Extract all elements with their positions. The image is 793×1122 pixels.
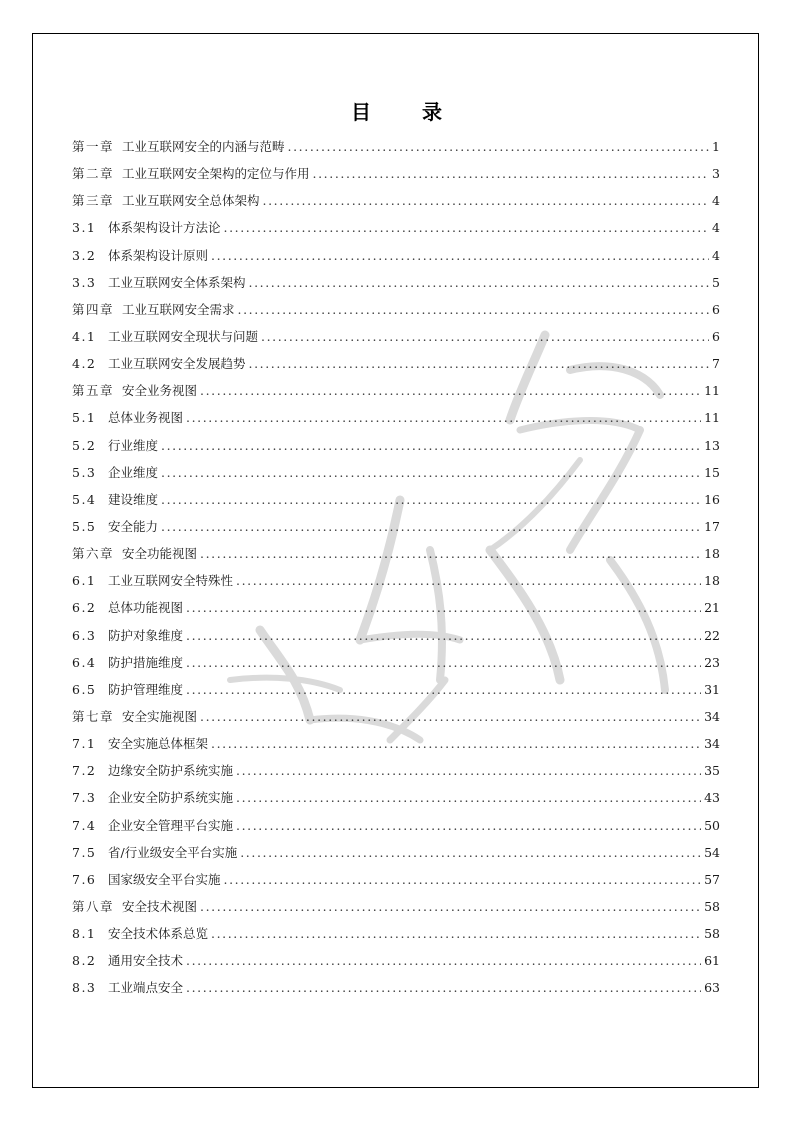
toc-entry-page: 21 — [704, 600, 720, 616]
toc-entry-title: 体系架构设计方法论 — [108, 220, 221, 236]
toc-dot-leader — [211, 924, 701, 944]
toc-entry-number: 6.3 — [72, 627, 97, 643]
toc-entry-page: 34 — [704, 708, 720, 724]
toc-entry[interactable] — [72, 246, 720, 273]
toc-entry[interactable] — [72, 951, 720, 978]
toc-entry-title: 工业互联网安全体系架构 — [108, 274, 246, 290]
toc-entry-page: 11 — [704, 383, 720, 399]
toc-entry-number: 第六章 — [72, 546, 115, 562]
toc-title: 目 录 — [351, 100, 464, 124]
toc-entry-page: 11 — [704, 410, 720, 426]
toc-entry-title: 安全实施总体框架 — [108, 736, 209, 752]
toc-entry[interactable] — [72, 300, 720, 327]
toc-entry-number: 5.2 — [72, 437, 97, 453]
toc-dot-leader — [313, 164, 710, 184]
toc-entry-title: 工业互联网安全总体架构 — [122, 193, 260, 209]
toc-entry[interactable] — [72, 707, 720, 734]
toc-dot-leader — [186, 598, 701, 618]
toc-entry-page: 18 — [704, 573, 720, 589]
toc-entry-page: 43 — [704, 790, 720, 806]
toc-entry-page: 61 — [704, 953, 720, 969]
toc-entry-number: 4.2 — [72, 356, 97, 372]
toc-entry-page: 3 — [712, 166, 720, 182]
toc-entry-page: 35 — [704, 763, 720, 779]
toc-entry-title: 工业互联网安全现状与问题 — [108, 328, 259, 344]
toc-entry-title: 防护管理维度 — [108, 681, 184, 697]
toc-dot-leader — [161, 490, 701, 510]
toc-dot-leader — [240, 843, 701, 863]
toc-entry-number: 第二章 — [72, 166, 115, 182]
toc-dot-leader — [288, 137, 710, 157]
toc-dot-leader — [236, 761, 701, 781]
toc-entry-title: 企业安全防护系统实施 — [108, 790, 234, 806]
toc-entry-title: 省/行业级安全平台实施 — [108, 844, 238, 860]
toc-entry-page: 18 — [704, 546, 720, 562]
toc-entry-number: 3.2 — [72, 247, 97, 263]
toc-entry-page: 6 — [712, 328, 720, 344]
toc-entry-title: 工业互联网安全架构的定位与作用 — [122, 166, 310, 182]
toc-dot-leader — [249, 273, 710, 293]
toc-entry-page: 63 — [704, 980, 720, 996]
toc-entry-title: 企业维度 — [108, 464, 159, 480]
toc-dot-leader — [161, 517, 701, 537]
toc-entry-number: 第一章 — [72, 139, 115, 154]
toc-entry-title: 安全业务视图 — [122, 383, 198, 399]
toc-entry-number: 5.4 — [72, 491, 97, 507]
toc-dot-leader — [224, 870, 702, 890]
toc-entry[interactable] — [72, 137, 720, 164]
toc-entry[interactable] — [72, 517, 720, 544]
toc-dot-leader — [161, 436, 701, 456]
toc-entry-title: 总体功能视图 — [108, 600, 184, 616]
toc-entry[interactable] — [72, 381, 720, 408]
toc-entry-page: 54 — [704, 844, 720, 860]
toc-entry-page: 50 — [704, 817, 720, 833]
toc-entry-title: 安全功能视图 — [122, 546, 198, 562]
toc-entry-number: 5.3 — [72, 464, 97, 480]
toc-entry-page: 22 — [704, 627, 720, 643]
toc-entry-title: 边缘安全防护系统实施 — [108, 763, 234, 779]
toc-entry[interactable] — [72, 191, 720, 218]
toc-entry-number: 第五章 — [72, 383, 115, 399]
toc-dot-leader — [261, 327, 709, 347]
toc-entry-page: 23 — [704, 654, 720, 670]
toc-entry[interactable] — [72, 653, 720, 680]
toc-entry-page: 17 — [704, 518, 720, 534]
toc-entry-number: 第八章 — [72, 898, 115, 914]
toc-entry-number: 3.3 — [72, 274, 97, 290]
toc-dot-leader — [186, 653, 701, 673]
toc-entry-number: 第四章 — [72, 301, 115, 317]
toc-entry[interactable] — [72, 761, 720, 788]
toc-entry-number: 7.2 — [72, 763, 97, 779]
toc-entry-number: 5.5 — [72, 518, 97, 534]
toc-entry-number: 5.1 — [72, 410, 97, 426]
toc-entry[interactable] — [72, 327, 720, 354]
toc-entry[interactable] — [72, 870, 720, 897]
toc-entry-number: 3.1 — [72, 220, 97, 236]
toc-entry-title: 建设维度 — [108, 491, 159, 507]
toc-list — [72, 137, 720, 1006]
toc-entry-number: 6.1 — [72, 573, 97, 589]
toc-dot-leader — [236, 816, 701, 836]
toc-dot-leader — [200, 897, 701, 917]
toc-dot-leader — [161, 463, 701, 483]
toc-entry-page: 31 — [704, 681, 720, 697]
toc-entry[interactable] — [72, 978, 720, 1005]
toc-entry-page: 13 — [704, 437, 720, 453]
toc-entry-title: 防护措施维度 — [108, 654, 184, 670]
toc-entry-page: 5 — [712, 274, 720, 290]
toc-entry-number: 第七章 — [72, 708, 115, 724]
toc-entry-page: 4 — [712, 247, 720, 263]
toc-entry-title: 安全技术体系总览 — [108, 926, 209, 942]
toc-entry-page: 6 — [712, 301, 720, 317]
toc-entry-page: 1 — [712, 139, 720, 154]
toc-dot-leader — [263, 191, 710, 211]
toc-entry[interactable] — [72, 626, 720, 653]
toc-entry-number: 8.1 — [72, 926, 97, 942]
toc-entry[interactable] — [72, 490, 720, 517]
toc-entry-title: 工业互联网安全发展趋势 — [108, 356, 246, 372]
toc-entry-page: 58 — [704, 926, 720, 942]
toc-dot-leader — [238, 300, 710, 320]
toc-dot-leader — [236, 571, 701, 591]
toc-entry[interactable] — [72, 924, 720, 951]
toc-dot-leader — [200, 544, 701, 564]
toc-entry[interactable] — [72, 897, 720, 924]
toc-entry-title: 工业互联网安全特殊性 — [108, 573, 234, 589]
toc-entry-number: 8.2 — [72, 953, 97, 969]
toc-entry[interactable] — [72, 354, 720, 381]
toc-entry-title: 工业互联网安全的内涵与范畴 — [122, 139, 285, 154]
toc-entry[interactable] — [72, 816, 720, 843]
toc-entry[interactable] — [72, 164, 720, 191]
toc-entry-title: 安全实施视图 — [122, 708, 198, 724]
toc-entry-page: 57 — [704, 871, 720, 887]
toc-entry[interactable] — [72, 463, 720, 490]
toc-entry-title: 防护对象维度 — [108, 627, 184, 643]
toc-entry-page: 58 — [704, 898, 720, 914]
toc-dot-leader — [186, 680, 701, 700]
toc-entry-title: 行业维度 — [108, 437, 159, 453]
toc-entry-number: 7.5 — [72, 844, 97, 860]
toc-entry-title: 总体业务视图 — [108, 410, 184, 426]
toc-dot-leader — [211, 734, 701, 754]
toc-entry-number: 7.1 — [72, 736, 97, 752]
toc-dot-leader — [200, 381, 701, 401]
toc-entry[interactable] — [72, 571, 720, 598]
toc-dot-leader — [186, 626, 701, 646]
toc-entry[interactable] — [72, 218, 720, 245]
toc-entry-page: 7 — [712, 356, 720, 372]
toc-entry-page: 4 — [712, 220, 720, 236]
toc-dot-leader — [186, 978, 701, 998]
toc-dot-leader — [211, 246, 709, 266]
toc-entry[interactable] — [72, 680, 720, 707]
toc-entry-number: 7.4 — [72, 817, 97, 833]
toc-dot-leader — [200, 707, 701, 727]
toc-dot-leader — [236, 788, 701, 808]
toc-entry-number: 6.2 — [72, 600, 97, 616]
toc-entry[interactable] — [72, 598, 720, 625]
toc-entry[interactable] — [72, 436, 720, 463]
toc-entry-title: 工业端点安全 — [108, 980, 184, 996]
toc-entry-number: 7.3 — [72, 790, 97, 806]
toc-entry-number: 8.3 — [72, 980, 97, 996]
toc-entry-page: 15 — [704, 464, 720, 480]
toc-entry-number: 6.5 — [72, 681, 97, 697]
toc-dot-leader — [186, 951, 701, 971]
toc-entry-number: 7.6 — [72, 871, 97, 887]
toc-entry-title: 安全能力 — [108, 518, 159, 534]
toc-entry[interactable] — [72, 788, 720, 815]
toc-entry[interactable] — [72, 843, 720, 870]
toc-entry-title: 企业安全管理平台实施 — [108, 817, 234, 833]
toc-entry[interactable] — [72, 544, 720, 571]
toc-entry-title: 工业互联网安全需求 — [122, 301, 235, 317]
toc-entry-title: 体系架构设计原则 — [108, 247, 209, 263]
toc-entry-page: 34 — [704, 736, 720, 752]
toc-entry[interactable] — [72, 734, 720, 761]
toc-entry-page: 16 — [704, 491, 720, 507]
toc-dot-leader — [224, 218, 710, 238]
toc-entry-title: 安全技术视图 — [122, 898, 198, 914]
toc-dot-leader — [186, 408, 701, 428]
toc-entry-number: 4.1 — [72, 328, 97, 344]
toc-entry-title: 国家级安全平台实施 — [108, 871, 221, 887]
toc-dot-leader — [249, 354, 710, 374]
toc-entry-number: 6.4 — [72, 654, 97, 670]
toc-entry-page: 4 — [712, 193, 720, 209]
toc-entry-title: 通用安全技术 — [108, 953, 184, 969]
toc-entry[interactable] — [72, 408, 720, 435]
toc-entry-number: 第三章 — [72, 193, 115, 209]
toc-entry[interactable] — [72, 273, 720, 300]
